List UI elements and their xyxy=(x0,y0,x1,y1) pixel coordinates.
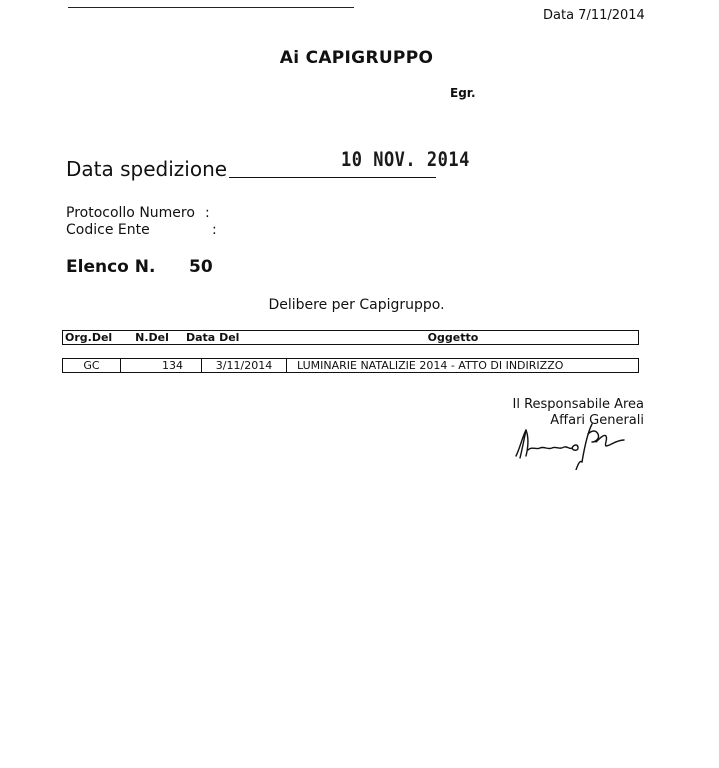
date-stamp: 10 NOV. 2014 xyxy=(341,148,470,172)
title-text: Ai CAPIGRUPPO xyxy=(279,48,434,68)
cell-oggetto: LUMINARIE NATALIZIE 2014 - ATTO DI INDIRIZZO xyxy=(287,359,639,373)
codice-ente-label: Codice Ente xyxy=(66,222,150,238)
protocollo-colon: : xyxy=(205,205,210,221)
signature-title-line2: Affari Generali xyxy=(550,413,644,428)
cell-data-del: 3/11/2014 xyxy=(202,359,287,373)
elenco-label: Elenco N. xyxy=(66,257,156,277)
codice-ente-colon: : xyxy=(212,222,217,238)
recipient-label: Egr. xyxy=(450,86,476,100)
caption-text: Delibere per Capigruppo. xyxy=(268,297,445,313)
handwritten-signature xyxy=(512,420,637,470)
document-title xyxy=(0,48,719,68)
table-header xyxy=(62,330,639,345)
cell-n-del: 134 xyxy=(121,359,202,373)
table-caption xyxy=(0,297,719,313)
cell-org-del: GC xyxy=(63,359,121,373)
signature-title-line1: Il Responsabile Area xyxy=(512,397,644,412)
data-spedizione-label: Data spedizione xyxy=(66,157,228,181)
table-row xyxy=(62,358,639,373)
header-oggetto: Oggetto xyxy=(268,331,639,345)
data-spedizione-line xyxy=(229,177,436,178)
top-rule xyxy=(68,7,354,8)
header-org-del: Org.Del xyxy=(63,331,121,345)
protocollo-label: Protocollo Numero xyxy=(66,205,195,221)
elenco-number: 50 xyxy=(189,257,213,277)
document-date: Data 7/11/2014 xyxy=(543,8,645,23)
header-n-del: N.Del xyxy=(120,331,184,345)
header-data-del: Data Del xyxy=(184,331,268,345)
